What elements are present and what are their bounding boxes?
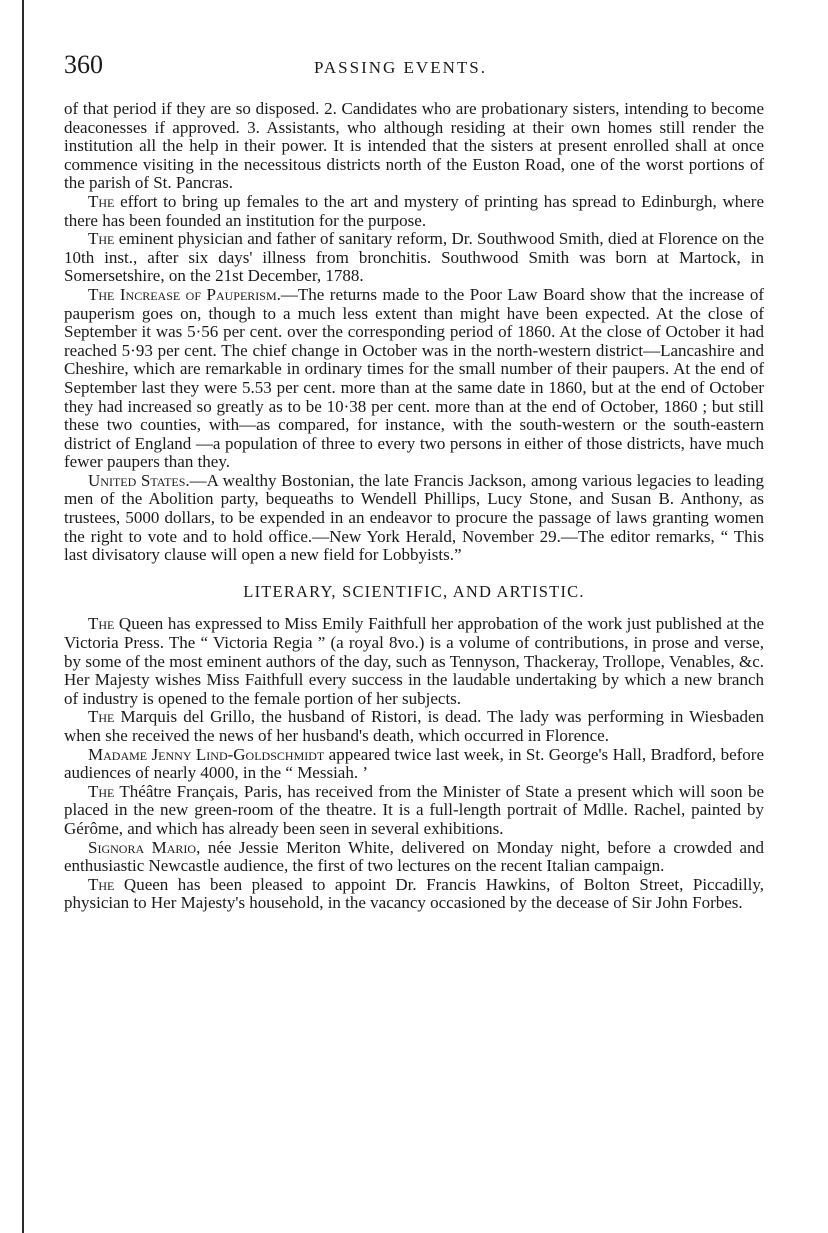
paragraph-text: Queen has expressed to Miss Emily Faithfull her approbation of the work just published at the Victoria Press. The “ Victoria Regia ” (a royal 8vo.) is a volume of contributions, in prose and verse, by some of the most eminent authors of the day, such as Tennyson, Thackeray, Trollope, Venables, &c. Her Majesty wishes Miss Faithfull every success in the laudable undertaking by which a new branch of industry is opened to the female portion of her subjects. <box>64 614 764 708</box>
section-heading: LITERARY, SCIENTIFIC, AND ARTISTIC. <box>243 581 585 601</box>
paragraph-printing <box>64 193 764 230</box>
paragraph-grillo <box>64 708 764 745</box>
paragraph-text: née Jessie Meriton White, delivered on Monday night, before a crowded and enthusiastic Newcastle audience, the first of two lectures on the recent Italian campaign. <box>64 837 764 876</box>
paragraph-lead: The Increase of Pauperism. <box>88 284 281 304</box>
paragraph-pauperism <box>64 286 764 472</box>
paragraph-lead: The <box>88 874 115 894</box>
paragraph-text: appeared twice last week, in St. George's Hall, Bradford, before audiences of nearly 4000, in the “ Messiah. ’ <box>64 744 764 783</box>
running-title: PASSING EVENTS. <box>314 58 487 77</box>
paragraph-lead: The <box>88 614 115 634</box>
article-body <box>64 100 764 913</box>
paragraph-lead: The <box>88 229 115 249</box>
paragraph-lead: The <box>88 191 115 211</box>
paragraph-text: —A wealthy Bostonian, the late Francis Jackson, among various legacies to leading men of the Abolition party, bequeaths to Wendell Phillips, Lucy Stone, and Susan B. Anthony, as trustees, 5000 dollars, to be expended in an endeavor to procure the passage of laws granting women the right to vote and to hold office.—New York Herald, November 29.—The editor remarks, “ This last divisatory clause will open a new field for Lobbyists.” <box>64 470 764 565</box>
paragraph-lead: Madame Jenny Lind-Goldschmidt <box>88 744 325 764</box>
paragraph-text: eminent physician and father of sanitary reform, Dr. Southwood Smith, died at Florence on the 10th inst., after six days' illness from bronchitis. Southwood Smith was born at Martock, in Somersetshire, on the 21st December, 1788. <box>64 229 764 286</box>
page-number: 360 <box>64 50 103 79</box>
paragraph-text: of that period if they are so disposed. 2. Candidates who are probationary sisters, intending to become deaconesses if approved. 3. Assistants, who although residing at their own homes still render the institution all the help in their power. It is intended that the sisters at present enrolled shall at once commence visiting in the necessitous districts north of the Euston Road, one of the worst portions of the parish of St. Pancras. <box>64 99 764 193</box>
paragraph-signora-mario <box>64 839 764 876</box>
paragraph-theatre-francais <box>64 783 764 839</box>
paragraph-text: effort to bring up females to the art and mystery of printing has spread to Edinburgh, where there has been founded an institution for the purpose. <box>64 191 764 230</box>
paragraph-text: Marquis del Grillo, the husband of Ristori, is dead. The lady was performing in Wiesbaden when she received the news of her husband's death, which occurred in Florence. <box>64 707 764 745</box>
paragraph-hawkins <box>64 876 764 913</box>
paragraph-lead: United States. <box>88 470 190 490</box>
paragraph-lind-goldschmidt <box>64 746 764 783</box>
paragraph-deaconesses <box>64 100 764 193</box>
paragraph-lead: Signora Mario, <box>88 837 201 857</box>
paragraph-text: —The returns made to the Poor Law Board show that the increase of pauperism goes on, though to a much less extent than might have been expected. At the close of September it was 5·56 per cent. over the corresponding period of 1860. At the close of October it had reached 5·93 per cent. The chief change in October was in the north-western district—Lancashire and Cheshire, which are remarkable in ordinary times for the small number of their paupers. At the end of September last they were 5.53 per cent. more than at the same date in 1860, but at the end of October they had increased so greatly as to be 10·38 per cent. more than at the end of October, 1860 ; but still these two counties, with—as compared, for instance, with the south-western or the south-eastern district of England —a population of three to every two persons in either of those districts, have much fewer paupers than they. <box>64 284 764 472</box>
paragraph-victoria-press <box>64 615 764 708</box>
paragraph-lead: The <box>88 781 115 801</box>
paragraph-lead: The <box>88 707 115 727</box>
running-header <box>64 50 764 90</box>
page-gutter-rule <box>22 0 24 1233</box>
paragraph-text: Théâtre Français, Paris, has received from the Minister of State a present which will soon be placed in the new green-room of the theatre. It is a full-length portrait of Mdlle. Rachel, painted by Gérôme, and which has already been seen in several exhibitions. <box>64 781 764 838</box>
printed-page <box>64 50 764 913</box>
paragraph-united-states <box>64 472 764 565</box>
paragraph-text: Queen has been pleased to appoint Dr. Francis Hawkins, of Bolton Street, Piccadilly, physician to Her Majesty's household, in the vacancy occasioned by the decease of Sir John Forbes. <box>64 874 764 913</box>
paragraph-southwood-smith <box>64 230 764 286</box>
